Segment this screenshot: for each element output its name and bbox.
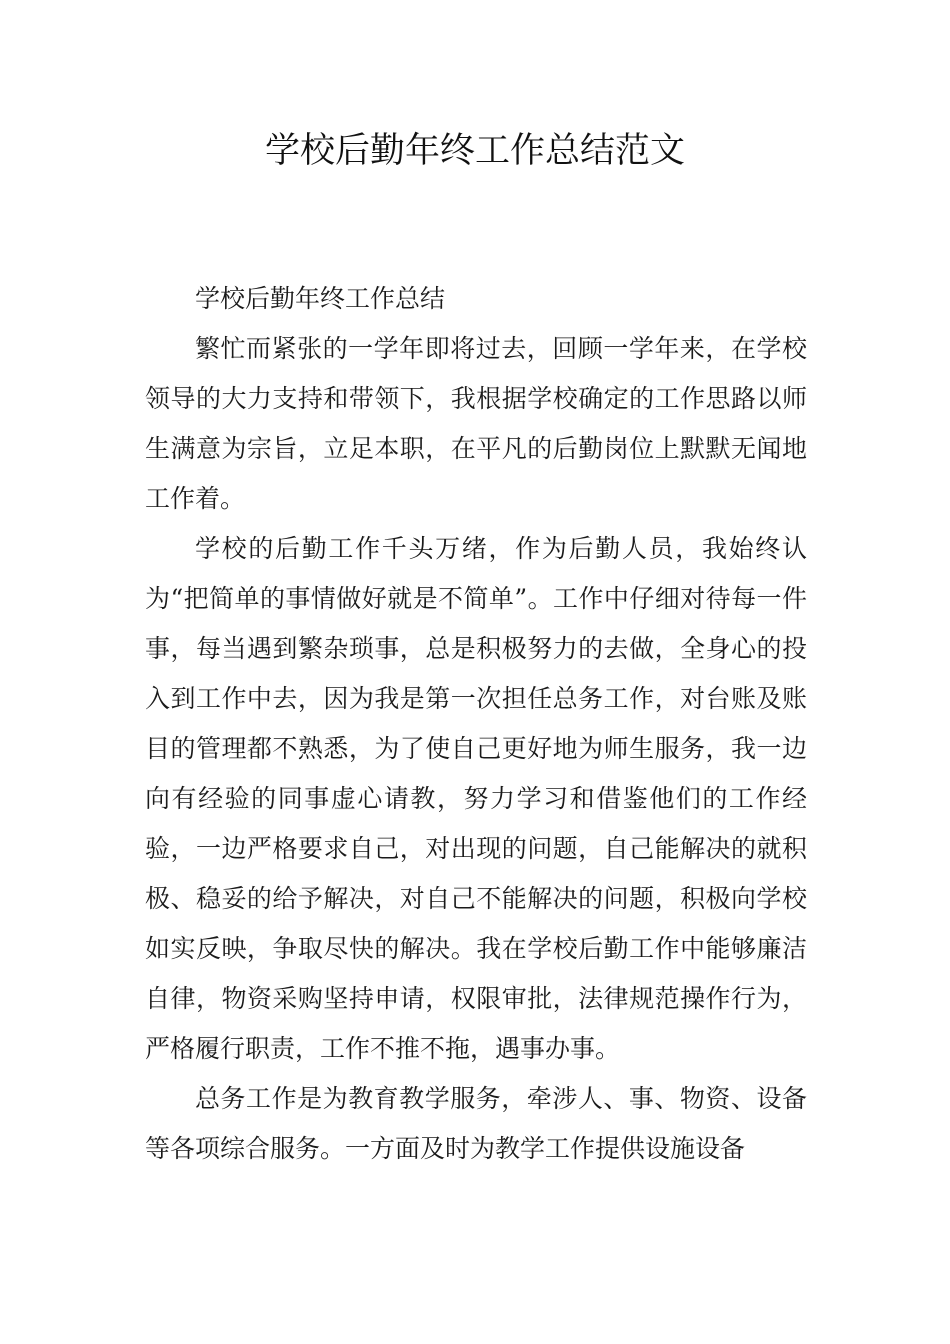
paragraph: 繁忙而紧张的一学年即将过去，回顾一学年来，在学校领导的大力支持和带领下，我根据学校确定的工作思路以师生满意为宗旨，立足本职，在平凡的后勤岗位上默默无闻地工作着。 (145, 334, 807, 513)
document-title: 学校后勤年终工作总结范文 (264, 131, 685, 171)
paragraph-heading: 学校后勤年终工作总结 (195, 284, 446, 313)
paragraph: 总务工作是为教育教学服务，牵涉人、事、物资、设备等各项综合服务。一方面及时为教学工作提供设施设备 (145, 1084, 807, 1163)
document-body (145, 274, 807, 1174)
paragraph: 学校的后勤工作千头万绪，作为后勤人员，我始终认为“把简单的事情做好就是不简单”。工作中仔细对待每一件事，每当遇到繁杂琐事，总是积极努力的去做，全身心的投入到工作中去，因为我是第一次担任总务工作，对台账及账目的管理都不熟悉，为了使自己更好地为师生服务，我一边向有经验的同事虚心请教，努力学习和借鉴他们的工作经验，一边严格要求自己，对出现的问题，自己能解决的就积极、稳妥的给予解决，对自己不能解决的问题，积极向学校如实反映，争取尽快的解决。我在学校后勤工作中能够廉洁自律，物资采购坚持申请，权限审批，法律规范操作行为，严格履行职责，工作不推不拖，遇事办事。 (145, 534, 807, 1063)
